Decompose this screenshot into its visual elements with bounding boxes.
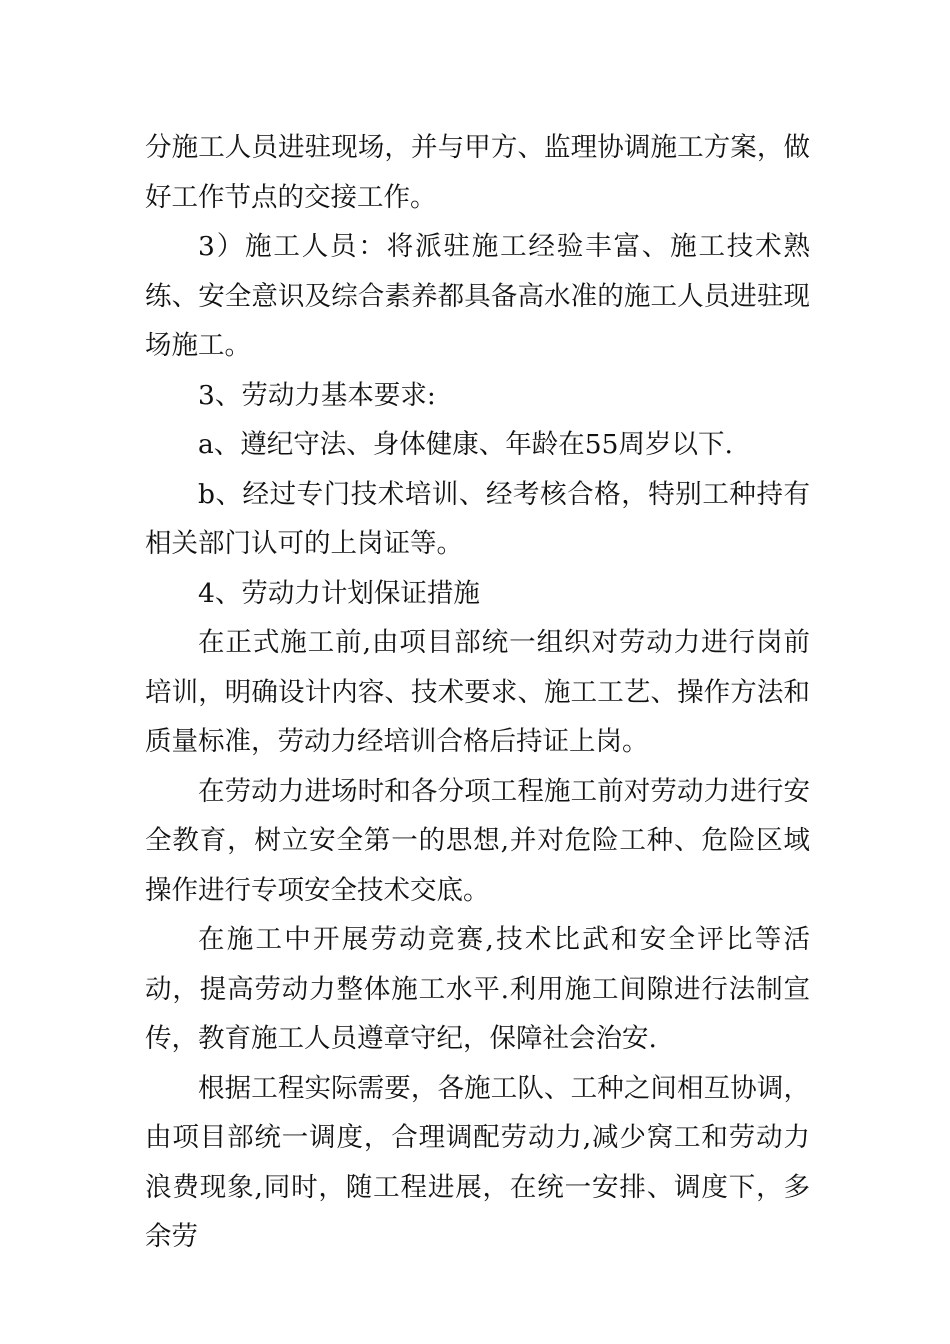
paragraph-9: 在施工中开展劳动竞赛,技术比武和安全评比等活动，提高劳动力整体施工水平.利用施工间隙进行法制宣传，教育施工人员遵章守纪，保障社会治安. — [145, 924, 810, 1054]
paragraph-3: 3、劳动力基本要求: — [198, 379, 436, 411]
paragraph-5: b、经过专门技术培训、经考核合格，特别工种持有相关部门认可的上岗证等。 — [145, 478, 810, 559]
paragraph-6: 4、劳动力计划保证措施 — [198, 577, 480, 609]
document-body — [145, 123, 810, 1262]
paragraph-8: 在劳动力进场时和各分项工程施工前对劳动力进行安全教育，树立安全第一的思想,并对危险工种、危险区域操作进行专项安全技术交底。 — [145, 775, 810, 906]
paragraph-4: a、遵纪守法、身体健康、年龄在55周岁以下. — [198, 429, 733, 460]
paragraph-7: 在正式施工前,由项目部统一组织对劳动力进行岗前培训，明确设计内容、技术要求、施工工艺、操作方法和质量标准，劳动力经培训合格后持证上岗。 — [145, 627, 810, 757]
paragraph-10: 根据工程实际需要，各施工队、工种之间相互协调，由项目部统一调度，合理调配劳动力,减少窝工和劳动力浪费现象,同时，随工程进展，在统一安排、调度下，多余劳 — [145, 1072, 810, 1252]
paragraph-1: 分施工人员进驻现场，并与甲方、监理协调施工方案，做好工作节点的交接工作。 — [145, 132, 810, 213]
paragraph-2: 3）施工人员：将派驻施工经验丰富、施工技术熟练、安全意识及综合素养都具备高水准的施工人员进驻现场施工。 — [145, 231, 810, 361]
